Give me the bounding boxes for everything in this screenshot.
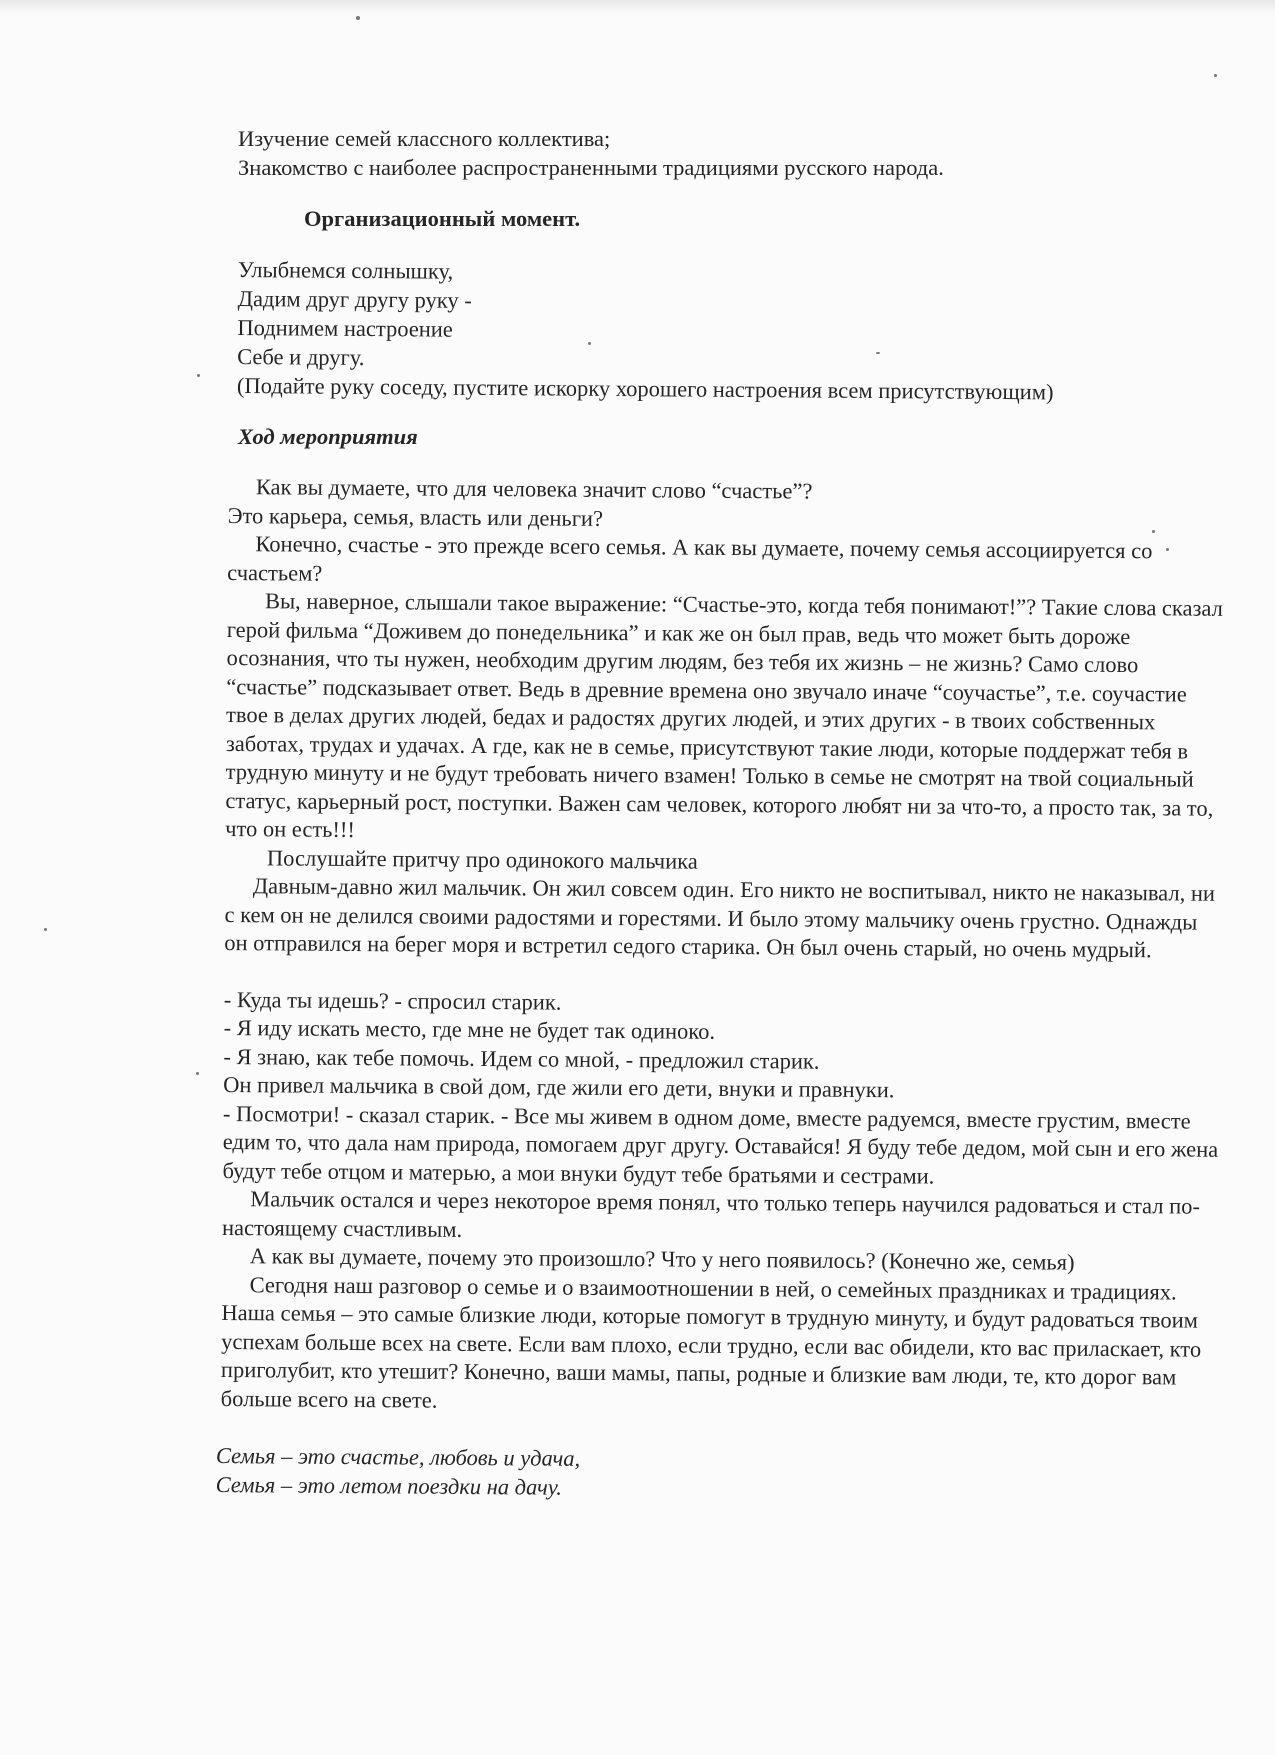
paragraph-parable-intro: Послушайте притчу про одинокого мальчика (266, 844, 698, 874)
paragraph-parable: Давным-давно жил мальчик. Он жил совсем один. Его никто не воспитывал, никто не наказывал, ни с кем он не делился своими радостями и горестями. И было этому мальчику очень грустно. Однажды он отправился на берег моря и встретил седого старика. Он был очень старый, но очень мудрый. (224, 873, 1216, 963)
section-heading-organization: Организационный момент. (304, 206, 581, 231)
dialogue-line: - Я знаю, как тебе помочь. Идем со мной, - предложил старик. (223, 1043, 820, 1074)
paragraph-quote: Вы, наверное, слышали такое выражение: “Счастье-это, когда тебя понимают!”? Такие слова сказал герой фильма “Доживем до понедельника” и как же он был прав, ведь что может быть дороже осознания, что ты нужен, необходим другим людям, без тебя их жизнь – не жизнь? Само слово “счастье” подсказывает ответ. Ведь в древние времена оно звучало иначе “соучастье”, т.е. соучастие твое в делах других людей, бедах и радостях других людей, и этих других - в твоих собственных заботах, трудах и удачах. А где, как не в семье, присутствуют такие люди, которые поддержат тебя в трудную минуту и не будут требовать ничего взамен! Только в семье не смотрят на твой социальный статус, карьерный рост, поступки. Важен сам человек, которого любят ни за что-то, а просто так, за то, что он есть!!! (225, 588, 1223, 843)
scan-speck (356, 16, 360, 20)
scan-speck (196, 1072, 199, 1075)
paragraph-today: Сегодня наш разговор о семье и о взаимоотношении в ней, о семейных праздниках и традициях. Наша семья – это самые близкие люди, которые помогут в трудную минуту, и будут радоваться твоим успехам больше всех на свете. Если вам плохо, если трудно, если вас обидели, кто вас приласкает, кто приголубит, кто утешит? Конечно, ваши мамы, папы, родные и близкие вам люди, те, кто дорог вам больше всего на свете. (220, 1271, 1202, 1413)
closing-line: Семья – это летом поездки на дачу. (215, 1471, 563, 1500)
scan-speck (1214, 74, 1217, 77)
closing-line: Семья – это счастье, любовь и удача, (215, 1442, 581, 1471)
paragraph-boy-stayed: Мальчик остался и через некоторое время понял, что только теперь научился радоваться и стал по-настоящему счастливым. (221, 1186, 1201, 1242)
poem-line: Себе и другу. (237, 343, 365, 370)
dialogue-line: - Куда ты идешь? - спросил старик. (223, 986, 562, 1015)
dialogue-line: - Посмотри! - сказал старик. - Все мы живем в одном доме, вместе радуемся, вместе грустим, вместе едим то, что дала нам природа, помогаем друг другу. Оставайся! Я буду тебе дедом, мой сын и его жена будут тебе отцом и матерью, а мои внуки будут тебе братьями и сестрами. (222, 1100, 1219, 1189)
poem-line: Улыбнемся солнышку, (237, 256, 454, 284)
paragraph-why: А как вы думаете, почему это произошло? Что у него появилось? (Конечно же, семья) (249, 1243, 1075, 1275)
poem-line: (Подайте руку соседу, пустите искорку хорошего настроения всем присутствующим) (236, 372, 1054, 405)
poem-line: Дадим друг другу руку - (237, 285, 472, 313)
main-text (221, 473, 1228, 1421)
paragraph-question: Как вы думаете, что для человека значит слово “счастье”? (255, 474, 813, 504)
poem-line: Поднимем настроение (237, 314, 453, 342)
paragraph-question-2: Это карьера, семья, власть или деньги? (227, 502, 604, 531)
closing-poem (216, 1441, 1228, 1507)
scan-edge-shadow (0, 0, 1275, 14)
scan-speck (197, 374, 200, 377)
document-body (215, 124, 1228, 1500)
poem-block (237, 255, 1228, 408)
scan-speck (44, 928, 47, 931)
dialogue-line: Он привел мальчика в свой дом, где жили его дети, внуки и правнуки. (223, 1071, 895, 1103)
intro-line: Изучение семей классного коллектива; (238, 126, 611, 151)
section-heading-event: Ход мероприятия (238, 424, 418, 449)
intro-line: Знакомство с наиболее распространенными традициями русского народа. (238, 155, 944, 180)
paragraph-family: Конечно, счастье - это прежде всего семья. А как вы думаете, почему семья ассоциируется со счастьем? (227, 531, 1153, 586)
dialogue-line: - Я иду искать место, где мне не будет так одиноко. (223, 1014, 716, 1044)
